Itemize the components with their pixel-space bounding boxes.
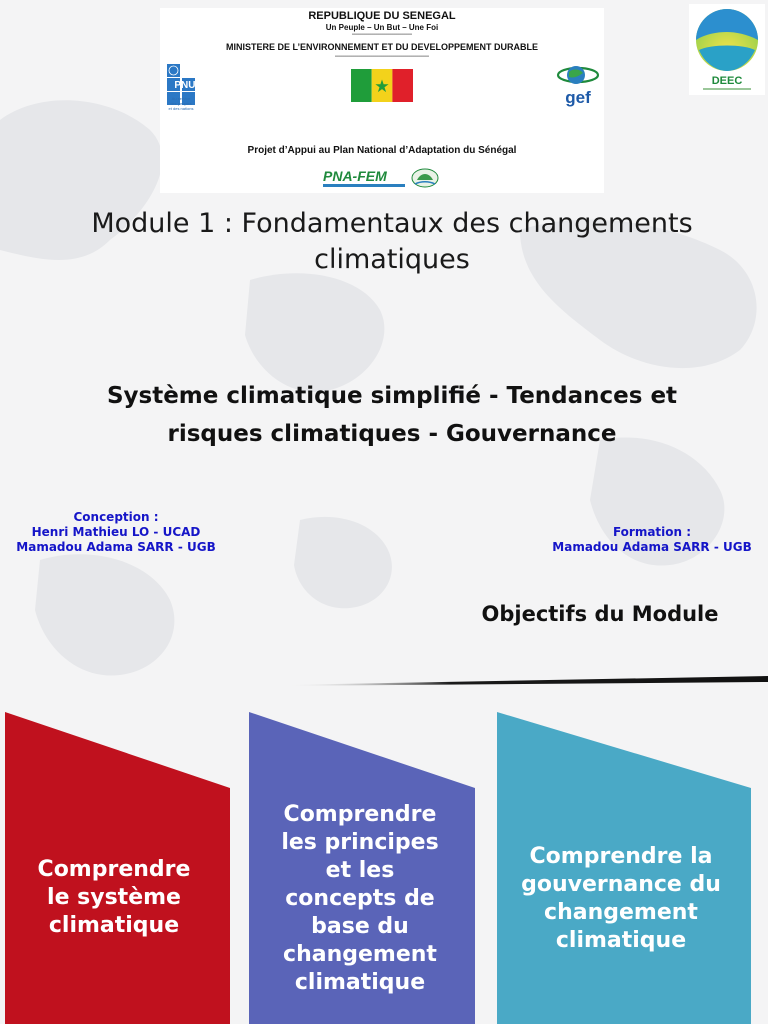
- objective-card-principles: [246, 708, 481, 1024]
- objective-text: Comprendre le système climatique: [37, 857, 191, 938]
- national-motto: Un Peuple – Un But – Une Foi: [325, 23, 439, 32]
- gef-wordmark: gef: [565, 88, 591, 107]
- conception-label: Conception :: [73, 510, 159, 524]
- objective-card-climate-system: [0, 708, 235, 1024]
- formation-label: Formation :: [612, 525, 692, 539]
- deec-wordmark: DEEC: [711, 75, 743, 87]
- conception-name: Henri Mathieu LO - UCAD: [31, 525, 201, 539]
- undp-tagline: Au service des peuples et des nations: [168, 96, 194, 111]
- conception-credits: [6, 510, 226, 555]
- pna-fem-logo-icon: [321, 164, 441, 192]
- gef-logo-icon: [553, 61, 603, 107]
- ministry-title: MINISTERE DE L’ENVIRONNEMENT ET DU DEVELOPPEMENT DURABLE: [225, 42, 539, 52]
- undp-logo-icon: [165, 64, 203, 124]
- module-subtitle: Système climatique simplifié - Tendances et risques climatiques - Gouvernance: [106, 383, 678, 447]
- formation-credits: [538, 525, 766, 555]
- objective-text: Comprendre la gouvernance du changement climatique: [521, 844, 721, 953]
- divider-line: [280, 672, 768, 694]
- republic-title: REPUBLIQUE DU SENEGAL: [308, 10, 456, 22]
- deec-logo: [689, 4, 765, 95]
- header-separator: ------------------------------: [352, 32, 412, 38]
- deec-logo-icon: [689, 4, 765, 95]
- pna-fem-wordmark: PNA-FEM: [323, 168, 387, 184]
- formation-name: Mamadou Adama SARR - UGB: [552, 540, 752, 554]
- objective-text: Comprendre les principes et les concepts de base du changement climatique: [281, 802, 439, 995]
- objective-card-governance: [494, 708, 729, 1024]
- senegal-flag-icon: [351, 69, 413, 102]
- conception-name: Mamadou Adama SARR - UGB: [16, 540, 216, 554]
- header-separator: -----------------------------------------------: [335, 54, 429, 60]
- project-title: Projet d’Appui au Plan National d’Adaptation du Sénégal: [247, 145, 517, 156]
- module-title: Module 1 : Fondamentaux des changements climatiques: [91, 208, 693, 275]
- objectives-heading: Objectifs du Module: [481, 602, 719, 626]
- undp-letter: PNUD: [174, 80, 203, 91]
- header-banner: [160, 8, 604, 193]
